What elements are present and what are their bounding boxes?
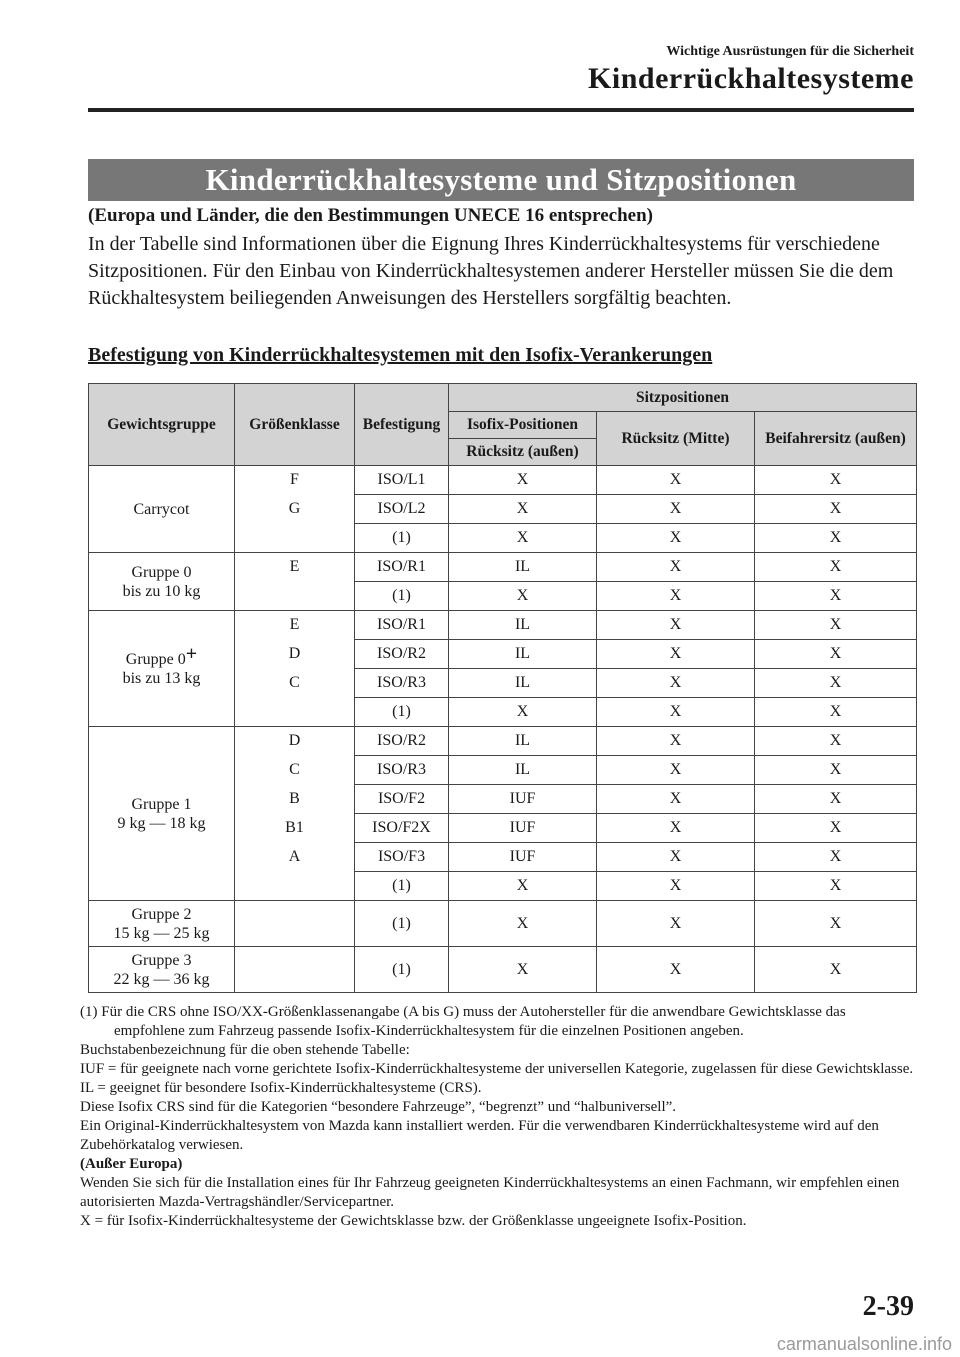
weight-group-range: bis zu 10 kg: [122, 582, 201, 600]
rear-outer-cell: IUF: [449, 843, 597, 872]
rear-middle-cell: X: [597, 698, 755, 727]
size-class-cell: [235, 947, 355, 993]
size-class-cell: [235, 524, 355, 553]
size-class-cell: G: [235, 495, 355, 524]
legend-il: IL = geeignet für besondere Isofix-Kinderrückhaltesysteme (CRS).: [80, 1080, 482, 1096]
table-row: [89, 947, 917, 993]
weight-group-label: Gruppe 0+: [125, 643, 198, 668]
size-class-cell: D: [235, 640, 355, 669]
size-class-cell: D: [235, 727, 355, 756]
passenger-seat-cell: X: [755, 785, 917, 814]
fixture-cell: ISO/R2: [355, 640, 449, 669]
table-row: [89, 553, 917, 582]
passenger-seat-cell: X: [755, 582, 917, 611]
footnote-1: (1) Für die CRS ohne ISO/XX-Größenklassenangabe (A bis G) muss der Autohersteller für die anwendbare Gewichtsklasse das empfohlene zum Fahrzeug passende Isofix-Kinderrückhaltesystem für die einzelnen Positionen angeben.: [80, 1004, 846, 1039]
page-title: Kinderrückhaltesysteme und Sitzpositionen: [88, 159, 914, 201]
passenger-seat-cell: X: [755, 553, 917, 582]
passenger-seat-cell: X: [755, 669, 917, 698]
header-divider: [88, 108, 914, 112]
rear-middle-cell: X: [597, 947, 755, 993]
watermark: carmanualsonline.info: [776, 1334, 952, 1354]
fixture-cell: ISO/F3: [355, 843, 449, 872]
rear-outer-cell: IL: [449, 553, 597, 582]
table-subheading: Befestigung von Kinderrückhaltesystemen mit den Isofix-Verankerungen: [88, 344, 713, 366]
isofix-table: [88, 383, 917, 993]
weight-group-range: bis zu 13 kg: [122, 670, 201, 687]
size-class-cell: E: [235, 611, 355, 640]
size-class-cell: C: [235, 756, 355, 785]
rear-outer-cell: IL: [449, 640, 597, 669]
fixture-cell: (1): [355, 582, 449, 611]
table-row: [89, 727, 917, 756]
legend-x: X = für Isofix-Kinderrückhaltesysteme der Gewichtsklasse bzw. der Größenklasse ungeeignete Isofix-Position.: [80, 1213, 747, 1229]
header-isofix-positions: Isofix-Positionen: [449, 412, 597, 439]
passenger-seat-cell: X: [755, 698, 917, 727]
rear-outer-cell: IL: [449, 756, 597, 785]
rear-middle-cell: X: [597, 843, 755, 872]
rear-middle-cell: X: [597, 756, 755, 785]
rear-middle-cell: X: [597, 669, 755, 698]
weight-group-label: Gruppe 0: [131, 563, 192, 581]
size-class-cell: C: [235, 669, 355, 698]
passenger-seat-cell: X: [755, 843, 917, 872]
weight-group-cell: [89, 947, 235, 993]
rear-middle-cell: X: [597, 524, 755, 553]
rear-middle-cell: X: [597, 495, 755, 524]
passenger-seat-cell: X: [755, 947, 917, 993]
rear-outer-cell: IL: [449, 611, 597, 640]
rear-outer-cell: X: [449, 466, 597, 495]
rear-outer-cell: X: [449, 872, 597, 901]
size-class-cell: E: [235, 553, 355, 582]
rear-middle-cell: X: [597, 582, 755, 611]
size-class-cell: [235, 872, 355, 901]
fixture-cell: ISO/L1: [355, 466, 449, 495]
plus-icon: +: [185, 643, 198, 665]
header-fixture: Befestigung: [355, 384, 449, 466]
rear-middle-cell: X: [597, 901, 755, 947]
header-rear-middle: Rücksitz (Mitte): [597, 412, 755, 466]
rear-outer-cell: X: [449, 901, 597, 947]
rear-outer-cell: X: [449, 495, 597, 524]
passenger-seat-cell: X: [755, 495, 917, 524]
passenger-seat-cell: X: [755, 640, 917, 669]
rear-outer-cell: IUF: [449, 785, 597, 814]
footnotes: [80, 1003, 920, 1231]
rear-outer-cell: IL: [449, 669, 597, 698]
page-number: 2-39: [862, 1291, 914, 1322]
size-class-cell: F: [235, 466, 355, 495]
passenger-seat-cell: X: [755, 611, 917, 640]
table-body: [89, 466, 917, 993]
legend-il-categories: Diese Isofix CRS sind für die Kategorien “besondere Fahrzeuge”, “begrenzt” und “halbuniversell”.: [80, 1099, 677, 1115]
region-heading: (Europa und Länder, die den Bestimmungen UNECE 16 entsprechen): [88, 205, 653, 226]
fixture-cell: (1): [355, 524, 449, 553]
header-weight-group: Gewichtsgruppe: [89, 384, 235, 466]
table-row: [89, 901, 917, 947]
fixture-cell: ISO/R3: [355, 669, 449, 698]
fixture-cell: (1): [355, 698, 449, 727]
weight-group-range: 15 kg — 25 kg: [113, 924, 210, 942]
rear-middle-cell: X: [597, 814, 755, 843]
rear-outer-cell: X: [449, 582, 597, 611]
size-class-cell: [235, 901, 355, 947]
size-class-cell: [235, 582, 355, 611]
weight-group-cell: [89, 553, 235, 611]
rear-outer-cell: X: [449, 698, 597, 727]
passenger-seat-cell: X: [755, 756, 917, 785]
header-size-class: Größenklasse: [235, 384, 355, 466]
fixture-cell: ISO/F2: [355, 785, 449, 814]
dealer-note: Wenden Sie sich für die Installation eines für Ihr Fahrzeug geeigneten Kinderrückhaltesystems an einen Fachmann, wir empfehlen einen autorisierten Mazda-Vertragshändler/Servicepartner.: [80, 1175, 900, 1210]
weight-group-cell: [89, 727, 235, 901]
fixture-cell: ISO/R3: [355, 756, 449, 785]
passenger-seat-cell: X: [755, 466, 917, 495]
rear-middle-cell: X: [597, 872, 755, 901]
weight-group-label: Gruppe 2: [131, 905, 192, 923]
passenger-seat-cell: X: [755, 727, 917, 756]
intro-paragraph: In der Tabelle sind Informationen über die Eignung Ihres Kinderrückhaltesystems für verschiedene Sitzpositionen. Für den Einbau von Kinderrückhaltesystemen anderer Hersteller müssen Sie die dem Rückhaltesystem beiliegenden Anweisungen des Herstellers sorgfältig beachten.: [88, 233, 894, 309]
fixture-cell: ISO/R2: [355, 727, 449, 756]
fixture-cell: ISO/L2: [355, 495, 449, 524]
weight-group-range: 9 kg — 18 kg: [117, 814, 206, 832]
rear-outer-cell: IUF: [449, 814, 597, 843]
passenger-seat-cell: X: [755, 814, 917, 843]
section-title: Wichtige Ausrüstungen für die Sicherheit: [666, 44, 914, 59]
weight-group-cell: [89, 466, 235, 553]
legend-intro: Buchstabenbezeichnung für die oben stehende Tabelle:: [80, 1042, 410, 1058]
fixture-cell: (1): [355, 947, 449, 993]
rear-middle-cell: X: [597, 785, 755, 814]
passenger-seat-cell: X: [755, 872, 917, 901]
outside-europe-heading: (Außer Europa): [80, 1156, 183, 1172]
rear-middle-cell: X: [597, 640, 755, 669]
weight-group-label: Carrycot: [133, 500, 190, 518]
weight-group-cell: [89, 611, 235, 727]
rear-middle-cell: X: [597, 611, 755, 640]
fixture-cell: (1): [355, 901, 449, 947]
fixture-cell: ISO/R1: [355, 553, 449, 582]
table-row: [89, 611, 917, 640]
header-rear-outer: Rücksitz (außen): [449, 439, 597, 466]
table-row: [89, 466, 917, 495]
fixture-cell: ISO/F2X: [355, 814, 449, 843]
rear-middle-cell: X: [597, 466, 755, 495]
size-class-cell: [235, 698, 355, 727]
fixture-cell: (1): [355, 872, 449, 901]
weight-group-cell: [89, 901, 235, 947]
rear-middle-cell: X: [597, 727, 755, 756]
passenger-seat-cell: X: [755, 524, 917, 553]
rear-outer-cell: X: [449, 947, 597, 993]
header-seat-positions: Sitzpositionen: [449, 384, 917, 412]
mazda-original-note: Ein Original-Kinderrückhaltesystem von Mazda kann installiert werden. Für die verwendbaren Kinderrückhaltesysteme wird auf den Zubehörkatalog verwiesen.: [80, 1118, 879, 1153]
weight-group-range: 22 kg — 36 kg: [113, 970, 210, 988]
size-class-cell: B: [235, 785, 355, 814]
rear-outer-cell: IL: [449, 727, 597, 756]
rear-middle-cell: X: [597, 553, 755, 582]
weight-group-label: Gruppe 1: [131, 795, 192, 813]
fixture-cell: ISO/R1: [355, 611, 449, 640]
legend-iuf: IUF = für geeignete nach vorne gerichtete Isofix-Kinderrückhaltesysteme der universellen Kategorie, zugelassen für diese Gewichtsklasse.: [80, 1061, 914, 1077]
header-passenger-seat: Beifahrersitz (außen): [755, 412, 917, 466]
rear-outer-cell: X: [449, 524, 597, 553]
size-class-cell: B1: [235, 814, 355, 843]
passenger-seat-cell: X: [755, 901, 917, 947]
chapter-title: Kinderrückhaltesysteme: [588, 62, 914, 95]
size-class-cell: A: [235, 843, 355, 872]
weight-group-label: Gruppe 3: [131, 951, 192, 969]
